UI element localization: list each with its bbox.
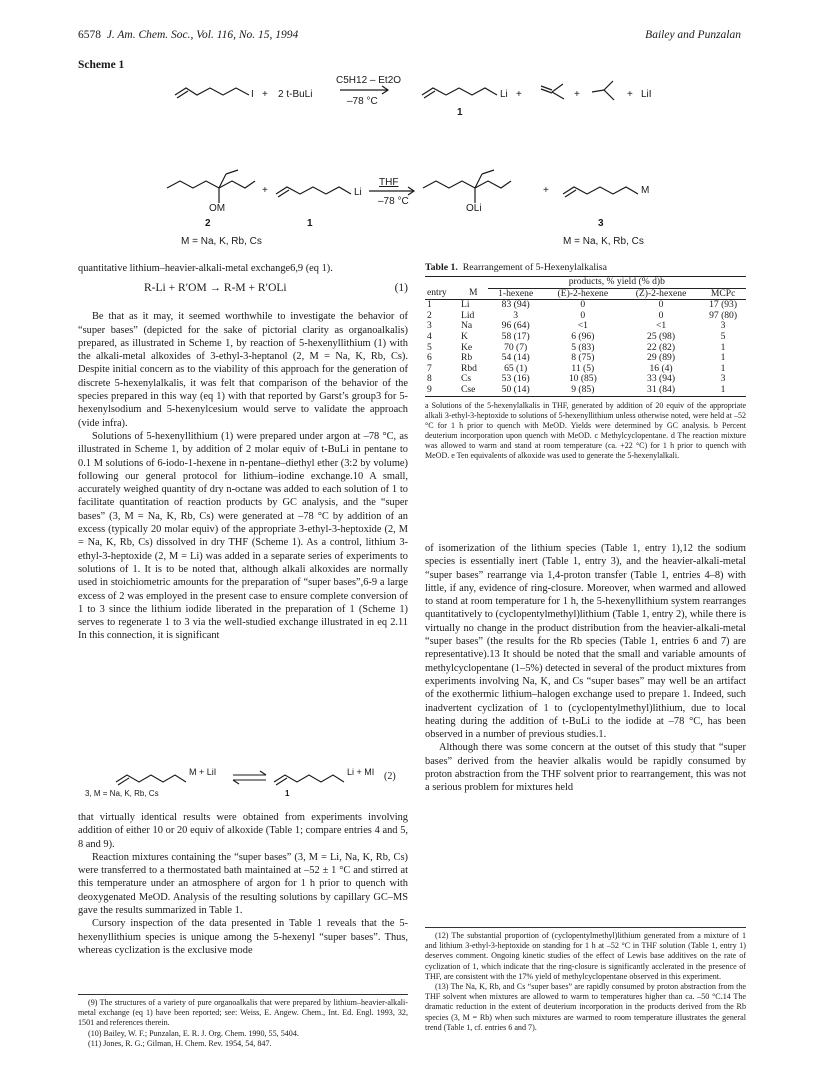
table-cell: <1 — [577, 320, 588, 332]
paragraph: that virtually identical results were obtained from experiments involving addition of either 10 or 20 equiv of alkoxide (Table 1; compare entries 4 and 5, 8 and 9). — [78, 812, 408, 850]
equation-1-number: (1) — [394, 282, 408, 295]
table-cell: 3 — [427, 320, 432, 332]
table-cell: 11 (5) — [571, 362, 595, 374]
table-cell: Ke — [460, 341, 473, 353]
table-cell: 65 (1) — [504, 362, 528, 374]
paragraph: Be that as it may, it seemed worthwhile to investigate the behavior of “super bases” (depicted for the sake of pictorial clarity as organoalkalis) prepared, as illustrated in Scheme 1, by reaction of 5-hexenyllithium (1) with the alkali-metal alkoxides of 3-ethyl-3-heptanol (2, M = Na, K, Rb, Cs). Despite initial concern as to the viability of this approach for the generation of discrete 5-hexenylalkalis, it was felt that comparison of the behavior of the species prepared in this way (eq 1) with that reported by Garst’s group3 for 5-hexenylsodium and 5-hexenylcesium would serve to validate the approach (vide infra). — [78, 311, 408, 429]
lithium-iodide-label: LiI — [641, 89, 652, 100]
lithium-label: Li — [500, 89, 508, 100]
tbuli-reagent-label: 2 t-BuLi — [278, 89, 313, 100]
left-column — [78, 262, 408, 643]
om-label: OM — [209, 203, 226, 214]
table-cell: 58 (17) — [501, 330, 530, 342]
table-header-1-hexene: 1-hexene — [498, 287, 534, 299]
table-cell: 0 — [622, 300, 700, 311]
table-cell: K — [460, 330, 468, 342]
table-cell: 70 (7) — [504, 341, 528, 353]
footnote-11: (11) Jones, R. G.; Gilman, H. Chem. Rev. 1954, 54, 847. — [88, 1038, 272, 1048]
table-cell: Rb — [460, 352, 473, 364]
table-cell: 5 (83) — [571, 341, 595, 353]
footnote-rule — [425, 927, 746, 928]
table-cell: Cs — [460, 373, 472, 385]
paragraph: Although there was some concern at the outset of this study that “super bases” derived from the heavier alkalis would be rapidly consumed by proton abstraction from the THF solvent prior to rearrangement, this was not a serious problem for mixtures held — [425, 742, 746, 794]
table-cell: 33 (94) — [647, 373, 676, 385]
table-cell: 22 (82) — [647, 341, 676, 353]
scheme-plus: + — [516, 89, 522, 100]
footnote-10: (10) Bailey, W. F.; Punzalan, E. R. J. Org. Chem. 1990, 55, 5404. — [88, 1028, 299, 1038]
table-cell: 25 (98) — [647, 330, 676, 342]
footnote-12: (12) The substantial proportion of (cyclopentylmethyl)lithium generated from a mixture of 1 and lithium 3-ethyl-3-heptoxide on standing for 1 h at –52 °C in THF solution (Table 1, entry 1) deserves comment. Ongoing kinetic studies of the effect of Lewis base additives on the rate of cyclization of 1, which indicate that the ring-closure is significantly acclerated in the presence of THF, are consistent with the 17% yield of methylcyclopentane observed in this experiment. — [425, 931, 746, 981]
right-column — [425, 542, 746, 795]
paragraph: Reaction mixtures containing the “super bases” (3, M = Li, Na, K, Rb, Cs) were transferred to a thermostated bath maintained at –52 ± 1 °C and stirred at this temperature under an atmosphere of argon for 1 h prior to quench with deoxygenated MeOD. Analysis of the resulting solutions by capillary GC–MS gave the results summarized in Table 1. — [78, 851, 408, 917]
left-column-continued — [78, 811, 408, 957]
equation-1 — [78, 282, 408, 310]
table-row — [425, 385, 746, 396]
equation-2-compound-3: 3, M = Na, K, Rb, Cs — [85, 789, 159, 798]
table-cell: 9 (85) — [544, 385, 622, 396]
table-cell: 3 — [720, 320, 726, 332]
paragraph: Solutions of 5-hexenyllithium (1) were prepared under argon at –78 °C, as illustrated in Scheme 1, by addition of 2 molar equiv of t-BuLi in pentane to 0.1 M solutions of 6-iodo-1-hexene in n-pentane–diethyl ether (3:2 by volume) following our general protocol for lithium–iodine exchange.10 A small, accurately weighed quantity of dry n-octane was added to each solution of 1 to facilitate quantitation of reaction products by GC analysis, and the “super bases” (3, M = Na, K, Rb, Cs) were generated at –78 °C by addition of an excess (typically 20 molar equiv) of the appropriate 3-ethyl-3-heptoxide (2, M = Na, K, Rb, Cs) dissolved in dry THF (Scheme 1). As a control, lithium 3-ethyl-3-heptoxide (2, M = Li) was added in a separate series of experiments to solutions of 1. It is to be noted that, although alkali alkoxides are normally used in stoichiometric amounts for the preparation of “super bases”,6-9 a large excess of 2 was employed in the present case to ensure complete conversion of 1 to 3 since the lithium iodide liberated in the preparation of 1 (Scheme 1) serves to regenerate 1 to 3 via the well-studied exchange illustrated in eq 2.11 In this connection, it is significant — [78, 430, 408, 642]
solvent-label: C5H12 – Et2O — [336, 75, 402, 86]
table-cell: 0 — [580, 309, 586, 321]
metal-definition-left: M = Na, K, Rb, Cs — [181, 236, 262, 247]
table-cell: 8 (75) — [571, 352, 595, 364]
table-cell: 5 — [427, 341, 432, 353]
table-cell: 1 — [720, 352, 726, 364]
table-1-grid — [425, 276, 746, 397]
paragraph: of isomerization of the lithium species (Table 1, entry 1),12 the sodium species is essentially inert (Table 1, entry 3), and the heavier-alkali-metal “super bases” rearrange via 1,4-proton transfer (Table 1, entries 4–8) with little, if any, evidence of ring-closure. Moreover, when warmed and allowed to stand at room temperature for 1 h, the 5-hexenyllithium system rearranges quantitatively to (cyclopentylmethyl)lithium (Table 1, entry 2), while there is virtually no change in the product distribution from the heavier-alkali-metal “super bases” (the results for the Rb species (Table 1, entries 6 and 7) are representative).13 It should be noted that the small and variable amounts of methylcyclopentane (1–5%) detected in several of the product mixtures from experiments involving Na, K, and Cs “super bases” may well be an artifact of the exothermic lithium–halogen exchange used to prepare 1. Indeed, such inadvertent cyclization of 1 to (cyclopentylmethyl)lithium, due to local heating during the addition of t-BuLi to the iodide at –78 °C, has been observed in a number of previous studies.1. — [425, 543, 746, 741]
table-cell: 2 — [427, 309, 432, 321]
table-cell: 5 — [720, 330, 726, 342]
equation-2-left: M + LiI — [189, 767, 217, 777]
table-header-entry: entry — [427, 287, 447, 299]
table-cell: 7 — [427, 362, 432, 374]
table-header-mcp: MCPc — [710, 287, 736, 299]
table-cell: Li — [459, 300, 488, 311]
footnote-13: (13) The Na, K, Rb, and Cs “super bases” are rapidly consumed by proton abstraction from the THF solvent when mixtures are allowed to warm to temperatures higher than ca. –50 °C.14 The dramatic reduction in the extent of deuterium incorporation in the products derived from the Rb species (3, M = Rb) when such mixtures are warmed to room temperature illustrates the general trend (Table 1, cf. entries 6 and 7). — [425, 982, 746, 1032]
page-number: 6578 — [78, 29, 101, 41]
compound-1-label: 1 — [457, 107, 463, 118]
table-cell: 96 (64) — [501, 320, 530, 332]
table-cell: 16 (4) — [649, 362, 673, 374]
table-cell: 1 — [720, 362, 726, 374]
table-footnotes: a Solutions of the 5-hexenylalkalis in THF, generated by addition of 20 equiv of the appropriate alkali 3-ethyl-3-heptoxide to solutions of 5-hexenyllithium unless otherwise noted, were held at –52 °C for 1 h prior to quench with MeOD. Yields were determined by GC analysis. b Percent deuterium incorporation upon quench with MeOD. c Methylcyclopentane. d The reaction mixture was allowed to warm and stand at room temperature (ca. +22 °C) for 1 h prior to quench with MeOD. e Ten equivalents of alkoxide was used to generate the 5-hexenylalkali. — [425, 400, 746, 460]
journal-citation: J. Am. Chem. Soc., Vol. 116, No. 15, 1994 — [106, 29, 299, 41]
compound-2-label: 2 — [205, 218, 211, 229]
iodide-label: I — [251, 89, 254, 100]
table-cell: 54 (14) — [501, 352, 530, 364]
oli-label: OLi — [466, 203, 482, 214]
table-cell: 83 (94) — [488, 300, 544, 311]
thf-label: THF — [379, 177, 399, 188]
metal-label: M — [641, 185, 650, 196]
scheme-plus: + — [543, 185, 549, 196]
table-cell: 29 (89) — [647, 352, 676, 364]
paragraph: quantitative lithium–heavier-alkali-metal exchange6,9 (eq 1). — [78, 263, 333, 274]
paragraph: Cursory inspection of the data presented in Table 1 reveals that the 5-hexenyllithium species is unique among the 5-hexenyl “super bases”. Thus, whereas cyclization is the exclusive mode — [78, 918, 408, 956]
isobutane-structure — [592, 81, 614, 100]
table-cell: 0 — [544, 300, 622, 311]
table-cell: 1 — [425, 300, 459, 311]
table-header-metal: M — [469, 287, 478, 299]
table-cell: Na — [460, 320, 473, 332]
scheme-plus: + — [262, 185, 268, 196]
table-cell: 8 — [427, 373, 432, 385]
equation-2-compound-1: 1 — [285, 789, 290, 798]
table-cell: 0 — [658, 309, 664, 321]
table-cell: 9 — [425, 385, 459, 396]
table-cell: 17 (93) — [700, 300, 746, 311]
lithium-alkoxide-structure — [423, 181, 475, 188]
scheme-plus: + — [262, 89, 268, 100]
table-cell: 31 (84) — [622, 385, 700, 396]
table-cell: Cse — [459, 385, 488, 396]
table-cell: 1 — [720, 341, 726, 353]
table-row — [425, 332, 746, 343]
table-cell: 97 (80) — [709, 309, 738, 321]
isobutene-structure — [541, 84, 564, 99]
table-caption — [425, 262, 746, 273]
table-cell: <1 — [655, 320, 667, 332]
scheme-plus: + — [627, 89, 633, 100]
metal-definition-right: M = Na, K, Rb, Cs — [563, 236, 644, 247]
table-caption-label: Table 1. — [425, 262, 458, 273]
table-cell: 6 (96) — [571, 330, 595, 342]
scheme-title: Scheme 1 — [78, 59, 125, 71]
lithium-label: Li — [354, 187, 362, 198]
table-cell: 6 — [427, 352, 432, 364]
table-cell: 4 — [427, 330, 432, 342]
temperature-label: –78 °C — [378, 196, 409, 207]
table-cell: 1 — [700, 385, 746, 396]
table-header-e-2-hexene: (E)-2-hexene — [557, 287, 609, 299]
table-cell: 3 — [720, 373, 726, 385]
scheme-1-graphic — [0, 0, 821, 260]
table-cell: 10 (85) — [568, 373, 597, 385]
temperature-label: –78 °C — [347, 96, 378, 107]
equation-2-number: (2) — [384, 771, 396, 782]
table-cell: Lid — [460, 309, 475, 321]
table-group-header: products, % yield (% d)b — [488, 277, 746, 289]
equation-2-right: Li + MI — [347, 767, 375, 777]
footnote-rule — [78, 994, 408, 995]
footnote-9: (9) The structures of a variety of pure organoalkalis that were prepared by lithium–heavier-alkali-metal exchange (eq 1) have been reported; see: Weiss, E. Angew. Chem., Int. Ed. Engl. 1993, 32, 1501 and references therein. — [78, 998, 408, 1028]
table-cell: 3 — [513, 309, 519, 321]
table-caption-text: Rearrangement of 5-Hexenylalkalisa — [462, 262, 607, 273]
table-cell: Rbd — [460, 362, 477, 374]
table-header-z-2-hexene: (Z)-2-hexene — [635, 287, 687, 299]
footnotes-right — [425, 931, 746, 1033]
compound-3-label: 3 — [598, 218, 604, 229]
table-cell: 53 (16) — [501, 373, 530, 385]
compound-1-label: 1 — [307, 218, 313, 229]
scheme-plus: + — [574, 89, 580, 100]
table-1 — [425, 262, 746, 461]
alkoxide-2-structure — [167, 181, 219, 188]
table-body — [425, 300, 746, 396]
table-cell: 50 (14) — [488, 385, 544, 396]
running-authors: Bailey and Punzalan — [645, 29, 741, 41]
footnotes-left — [78, 998, 408, 1049]
equation-1-body: R-Li + R′OM → R-M + R′OLi — [144, 282, 287, 295]
